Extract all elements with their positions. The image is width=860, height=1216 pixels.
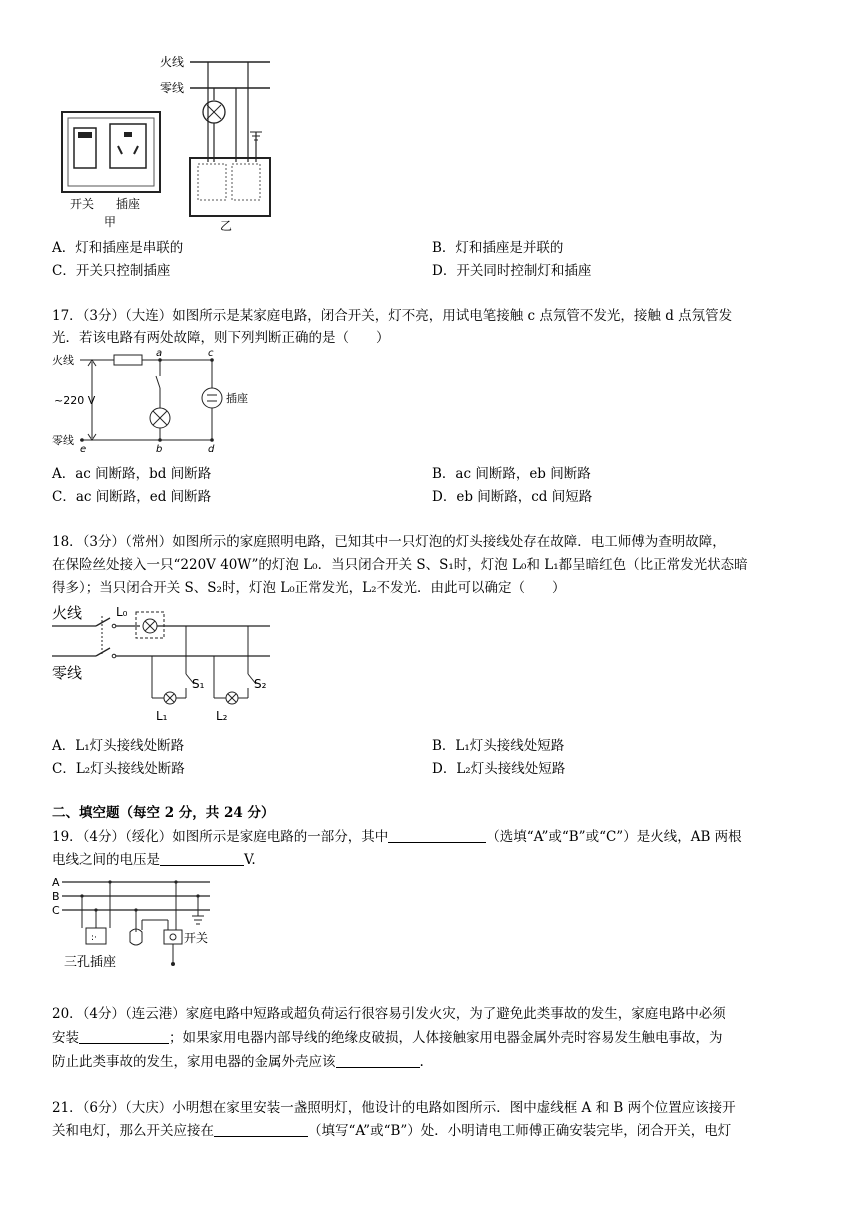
q18-stem-line2: 在保险丝处接入一只“220V 40W”的灯泡 L₀．当只闭合开关 S、S₁时，灯泡 L₀和 L₁都呈暗红色（比正常发光状态暗 [52, 557, 748, 573]
q21-stem-line1: 21．（6分）（大庆）小明想在家里安装一盏照明灯，他设计的电路如图所示．图中虚线框 A 和 B 两个位置应该接开 [52, 1100, 736, 1116]
q17-option-c: C．ac 间断路，ed 间断路 [52, 489, 212, 505]
q19-text-a: 19．（4分）（绥化）如图所示是家庭电路的一部分，其中 [52, 829, 389, 845]
q20-stem-line1: 20．（4分）（连云港）家庭电路中短路或超负荷运行很容易引发火灾，为了避免此类事故的发生，家庭电路中必须 [52, 1006, 726, 1022]
voltage-label: ~220 V [54, 394, 96, 407]
socket-label: 三孔插座 [64, 955, 117, 970]
q21-stem-line2 [52, 1119, 731, 1139]
q18-option-b: B．L₁灯头接线处短路 [432, 738, 565, 754]
q16-option-c: C．开关只控制插座 [52, 263, 171, 279]
switch-icon [156, 376, 160, 388]
point-c-label: c [208, 348, 214, 359]
q18-option-c: C．L₂灯头接线处断路 [52, 761, 185, 777]
q19-blank-1[interactable] [388, 828, 486, 843]
fig-lingxian-label: 零线 [52, 434, 74, 447]
section2-title: 二、填空题（每空 2 分，共 24 分） [52, 805, 275, 821]
q20-blank-1[interactable] [79, 1029, 169, 1044]
q20-blank-2[interactable] [336, 1053, 420, 1068]
svg-text::·: :· [91, 933, 97, 943]
q17-option-d: D．eb 间断路，cd 间短路 [432, 489, 593, 505]
q19-blank-2[interactable] [160, 851, 244, 866]
q20-text-c: 防止此类事故的发生，家用电器的金属外壳应该 [52, 1054, 336, 1070]
q21-blank-1[interactable] [214, 1122, 308, 1137]
fig-lingxian-label: 零线 [52, 664, 83, 682]
q21-text-b: （填写“A”或“B”）处．小明请电工师傅正确安装完毕，闭合开关，电灯 [308, 1123, 732, 1139]
point-a-label: a [156, 348, 163, 359]
socket-icon [202, 388, 222, 408]
main-switch-icon [96, 618, 110, 626]
q18-stem-line1: 18．（3分）（常州）如图所示的家庭照明电路，已知其中一只灯泡的灯头接线处存在故障．电工师傅为查明故障， [52, 534, 726, 550]
switch-icon [164, 930, 182, 944]
q16-option-a: A．灯和插座是串联的 [52, 240, 184, 256]
q19-text-d: V. [244, 852, 256, 868]
q19-circuit-figure [52, 872, 232, 972]
fig-huoxian-label: 火线 [52, 604, 83, 622]
q18-option-a: A．L₁灯头接线处断路 [52, 738, 185, 754]
q18-circuit-figure [52, 598, 282, 726]
l2-label: L₂ [216, 709, 228, 723]
q20-text-b: ；如果家用电器内部导线的绝缘皮破损，人体接触家用电器金属外壳时容易发生触电事故，为 [169, 1030, 723, 1046]
s1-label: S₁ [192, 677, 205, 691]
fig-socket-label: 插座 [116, 197, 141, 211]
q19-stem-line2 [52, 848, 256, 868]
fig-jia-label: 甲 [104, 215, 117, 229]
q20-text-d: . [419, 1054, 424, 1070]
s2-label: S₂ [254, 677, 267, 691]
fig-huoxian-label: 火线 [160, 55, 185, 69]
socket-label: 插座 [226, 392, 248, 405]
q18-stem-line3: 得多）；当只闭合开关 S、S₂时，灯泡 L₀正常发光，L₂不发光．由此可以确定（ ） [52, 580, 566, 596]
q16-option-b: B．灯和插座是并联的 [432, 240, 564, 256]
socket-icon [110, 124, 146, 168]
q17-option-b: B．ac 间断路，eb 间断路 [432, 466, 591, 482]
q20-stem-line2 [52, 1026, 723, 1046]
l1-label: L₁ [156, 709, 168, 723]
fig-yi-label: 乙 [220, 219, 233, 232]
q17-stem-line2: 光．若该电路有两处故障，则下列判断正确的是（ ） [52, 330, 390, 346]
point-e-label: e [80, 444, 87, 455]
q17-circuit-figure [52, 348, 282, 456]
l0-label: L₀ [116, 605, 128, 619]
q19-text-b: （选填“A”或“B”或“C”）是火线，AB 两根 [486, 829, 742, 845]
q20-stem-line3 [52, 1050, 424, 1070]
fuse-icon [114, 355, 142, 365]
q19-stem-line1 [52, 825, 742, 845]
q20-text-a: 安装 [52, 1030, 79, 1046]
q21-text-a: 关和电灯，那么开关应接在 [52, 1123, 214, 1139]
q17-stem-line1: 17．（3分）（大连）如图所示是某家庭电路，闭合开关，灯不亮，用试电笔接触 c 点氖管不发光，接触 d 点氖管发 [52, 308, 733, 324]
q18-option-d: D．L₂灯头接线处短路 [432, 761, 566, 777]
figure-jia-yi [52, 50, 282, 232]
q17-option-a: A．ac 间断路，bd 间断路 [52, 466, 212, 482]
fig-huoxian-label: 火线 [52, 354, 74, 367]
fig-lingxian-label: 零线 [160, 81, 185, 95]
fig-switch-label: 开关 [70, 197, 95, 211]
q16-option-d: D．开关同时控制灯和插座 [432, 263, 592, 279]
point-b-label: b [156, 444, 163, 455]
point-d-label: d [208, 444, 215, 455]
wire-a-label: A [52, 876, 60, 889]
wire-b-label: B [52, 890, 60, 903]
switch-label: 开关 [184, 931, 209, 945]
wire-c-label: C [52, 904, 60, 917]
fuse-box [136, 612, 164, 638]
q19-text-c: 电线之间的电压是 [52, 852, 160, 868]
